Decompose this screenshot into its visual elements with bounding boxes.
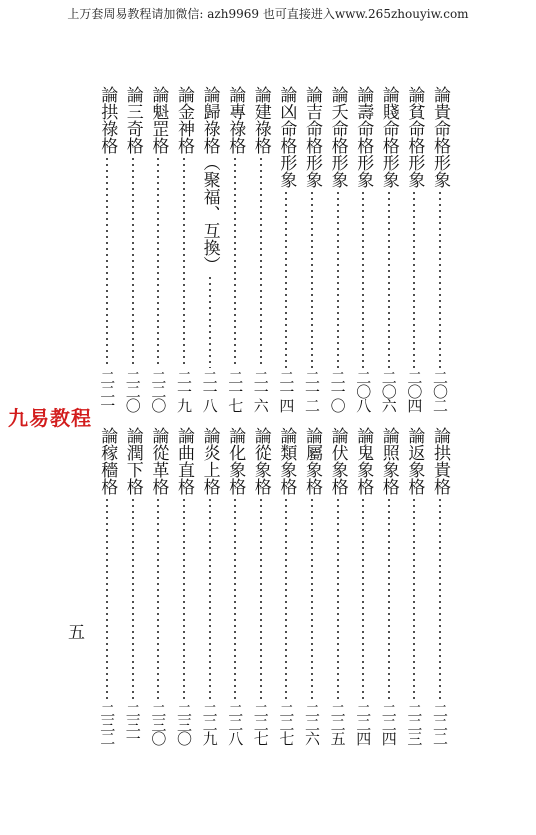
toc-entry-page: 二二五 bbox=[328, 703, 347, 745]
toc-entry-title: 論凶命格形象 bbox=[276, 86, 297, 188]
toc-entry-title: 論魁罡格 bbox=[148, 86, 169, 154]
dot-leader bbox=[157, 497, 159, 701]
toc-entry-page: 二一二 bbox=[303, 370, 321, 412]
toc-entry-page: 二二九 bbox=[200, 703, 219, 745]
toc-entry-title: 論金神格 bbox=[174, 86, 194, 154]
dot-leader bbox=[209, 497, 211, 701]
toc-entry-title: 論稼穡格 bbox=[97, 427, 118, 495]
toc-entry-page: 二二六 bbox=[303, 703, 321, 745]
toc-entry bbox=[223, 86, 247, 412]
toc-entry bbox=[172, 86, 196, 412]
dot-leader bbox=[157, 156, 159, 368]
toc-entry bbox=[121, 427, 145, 745]
toc-entry bbox=[326, 427, 350, 745]
dot-leader bbox=[106, 497, 108, 701]
dot-leader bbox=[439, 190, 441, 368]
toc-entry-title: 論拱祿格 bbox=[97, 86, 118, 154]
toc-entry bbox=[377, 86, 401, 412]
page-number: 五 bbox=[68, 623, 85, 643]
toc-entry-page: 二二四 bbox=[379, 703, 398, 745]
toc-entry-page: 二三〇 bbox=[149, 703, 168, 745]
toc-entry-title: 論類象格 bbox=[276, 427, 297, 495]
dot-leader bbox=[388, 497, 390, 701]
dot-leader bbox=[362, 497, 364, 701]
toc-entry-page: 二一〇 bbox=[328, 370, 347, 412]
toc-entry-title: 論照象格 bbox=[378, 427, 399, 495]
toc-entry bbox=[172, 427, 196, 745]
toc-entry bbox=[249, 427, 273, 745]
toc-entry bbox=[274, 427, 298, 745]
toc-entry-page: 二二〇 bbox=[149, 370, 168, 412]
toc-entry bbox=[146, 86, 170, 412]
toc-entry-title: 論從象格 bbox=[250, 427, 271, 495]
toc-entry-page: 二二〇 bbox=[123, 370, 142, 412]
toc-entry bbox=[198, 86, 222, 412]
dot-leader bbox=[311, 497, 313, 701]
header-banner: 上万套周易教程请加微信: azh9969 也可直接进入www.265zhouyiw.com bbox=[67, 7, 469, 21]
toc-entry-page: 二二八 bbox=[226, 703, 245, 745]
dot-leader bbox=[388, 190, 390, 368]
toc-entry bbox=[249, 86, 273, 412]
toc-entry bbox=[326, 86, 350, 412]
watermark-logo: 九易教程 bbox=[8, 406, 92, 430]
dot-leader bbox=[132, 156, 134, 368]
toc-entry bbox=[274, 86, 298, 412]
toc-entry-title: 論炎上格 bbox=[199, 427, 220, 495]
toc-entry bbox=[95, 427, 119, 745]
toc-entry bbox=[223, 427, 247, 745]
toc-entry-page: 二〇二 bbox=[431, 370, 449, 412]
toc-entry-page: 二三〇 bbox=[175, 703, 193, 745]
toc-entry bbox=[428, 86, 452, 412]
dot-leader bbox=[260, 156, 262, 368]
toc-entry-page: 二二七 bbox=[251, 703, 270, 745]
toc-entry-page: 二二四 bbox=[354, 703, 373, 745]
dot-leader bbox=[183, 497, 185, 701]
toc-entry bbox=[198, 427, 222, 745]
dot-leader bbox=[413, 190, 415, 368]
toc-entry bbox=[402, 86, 426, 412]
toc-entry bbox=[402, 427, 426, 745]
dot-leader bbox=[311, 190, 313, 368]
toc-entry-page: 二〇四 bbox=[405, 370, 424, 412]
toc-entry-title: 論壽命格形象 bbox=[353, 86, 374, 188]
toc-entry-page: 二二二 bbox=[431, 703, 449, 745]
toc-entry-title: 論屬象格 bbox=[302, 427, 322, 495]
toc-entry-page: 二二一 bbox=[98, 370, 117, 412]
dot-leader bbox=[337, 190, 339, 368]
toc-entry bbox=[95, 86, 119, 412]
dot-leader bbox=[413, 497, 415, 701]
toc-entry-title: 論鬼象格 bbox=[353, 427, 374, 495]
toc-entry-page: 二二七 bbox=[277, 703, 296, 745]
toc-entry-title: 論吉命格形象 bbox=[302, 86, 322, 188]
dot-leader bbox=[285, 190, 287, 368]
toc-entry-page: 二三一 bbox=[123, 703, 142, 745]
toc-entry-title: 論伏象格 bbox=[327, 427, 348, 495]
dot-leader bbox=[260, 497, 262, 701]
toc-entry-page: 二一七 bbox=[226, 370, 245, 412]
toc-entry bbox=[121, 86, 145, 412]
toc-entry-page: 二一九 bbox=[175, 370, 193, 412]
toc-entry-page: 二一四 bbox=[277, 370, 296, 412]
toc-entry-title: 論潤下格 bbox=[122, 427, 143, 495]
toc-entry-title: 論夭命格形象 bbox=[327, 86, 348, 188]
dot-leader bbox=[439, 497, 441, 701]
toc-entry-page: 二〇八 bbox=[354, 370, 373, 412]
dot-leader bbox=[234, 156, 236, 368]
dot-leader bbox=[106, 156, 108, 368]
toc-entry-page: 二二三 bbox=[405, 703, 424, 745]
toc-entry-title: 論返象格 bbox=[404, 427, 425, 495]
toc-entry-title: 論化象格 bbox=[225, 427, 246, 495]
toc-entry-title: 論賤命格形象 bbox=[378, 86, 399, 188]
dot-leader bbox=[132, 497, 134, 701]
toc-entry bbox=[300, 427, 324, 745]
toc-entry bbox=[351, 86, 375, 412]
toc-entry bbox=[351, 427, 375, 745]
toc-entry-title: 論貧命格形象 bbox=[404, 86, 425, 188]
toc-entry-title: 論專祿格 bbox=[225, 86, 246, 154]
dot-leader bbox=[209, 275, 211, 368]
dot-leader bbox=[285, 497, 287, 701]
toc-entry-title: 論拱貴格 bbox=[430, 427, 450, 495]
toc-entry bbox=[146, 427, 170, 745]
toc-entry-page: 二一六 bbox=[251, 370, 270, 412]
dot-leader bbox=[337, 497, 339, 701]
toc-entry-title: 論從革格 bbox=[148, 427, 169, 495]
toc-entry bbox=[300, 86, 324, 412]
toc-entry bbox=[377, 427, 401, 745]
toc-entry bbox=[428, 427, 452, 745]
dot-leader bbox=[362, 190, 364, 368]
toc-entry-page: 二三二 bbox=[98, 703, 117, 745]
toc-entry-page: 二〇六 bbox=[379, 370, 398, 412]
toc-entry-title: 論歸祿格（聚福、互換） bbox=[199, 86, 220, 273]
dot-leader bbox=[234, 497, 236, 701]
dot-leader bbox=[183, 156, 185, 368]
toc-entry-page: 二一八 bbox=[200, 370, 219, 412]
toc-entry-title: 論三奇格 bbox=[122, 86, 143, 154]
toc-entry-title: 論建祿格 bbox=[250, 86, 271, 154]
toc-entry-title: 論貴命格形象 bbox=[430, 86, 450, 188]
toc-entry-title: 論曲直格 bbox=[174, 427, 194, 495]
